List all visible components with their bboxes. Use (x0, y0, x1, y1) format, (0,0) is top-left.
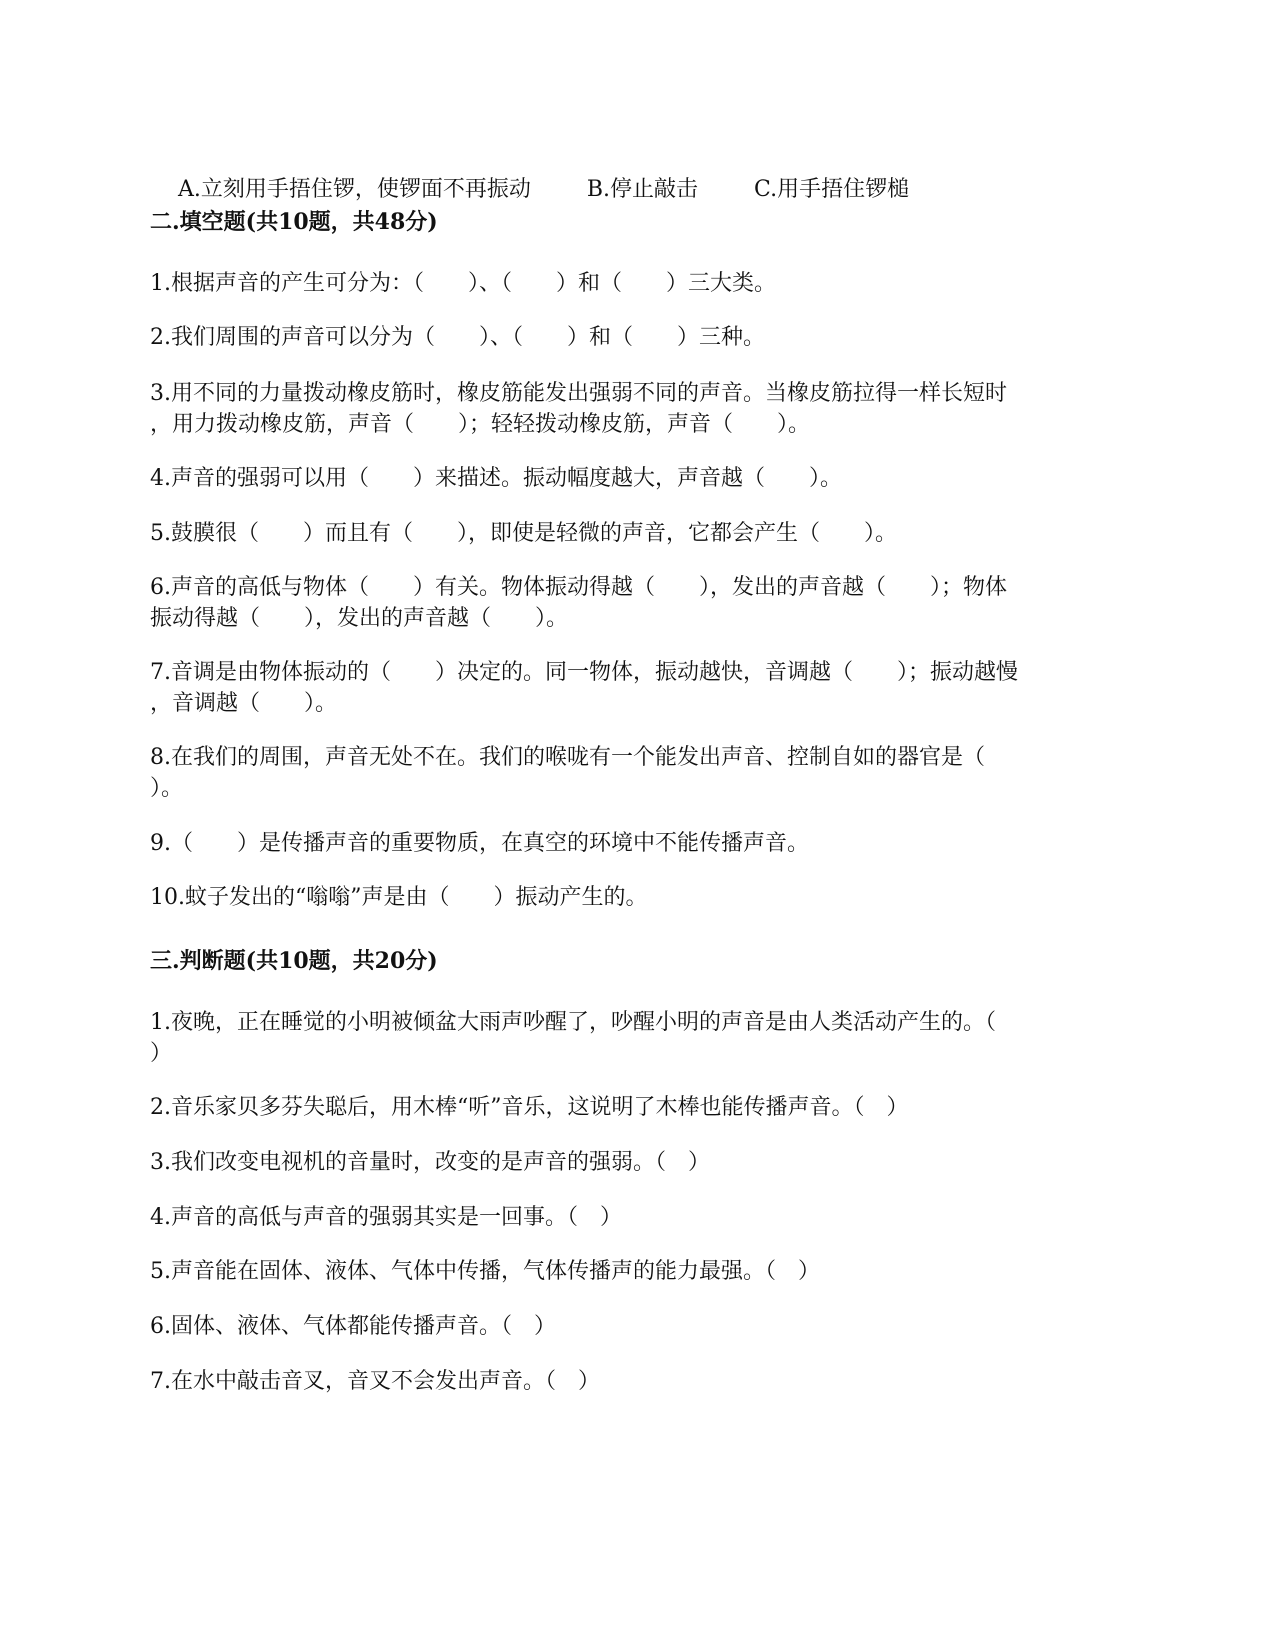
fill-question-9: 9.（ ）是传播声音的重要物质，在真空的环境中不能传播声音。 (150, 831, 809, 856)
option-a: A.立刻用手捂住锣，使锣面不再振动 (177, 177, 531, 202)
judge-question-2: 2.音乐家贝多芬失聪后，用木棒“听”音乐，这说明了木棒也能传播声音。（ ） (150, 1095, 909, 1120)
fill-question-8-line-2: ）。 (150, 776, 184, 801)
judge-question-1-line-2: ） (150, 1041, 173, 1066)
fill-question-7-line-1: 7.音调是由物体振动的（ ）决定的。同一物体，振动越快，音调越（ ）；振动越慢 (150, 660, 1018, 685)
fill-question-3-line-2: ，用力拨动橡皮筋，声音（ ）；轻轻拨动橡皮筋，声音（ ）。 (150, 412, 811, 437)
judge-question-1-line-1: 1.夜晚，正在睡觉的小明被倾盆大雨声吵醒了，吵醒小明的声音是由人类活动产生的。（ (150, 1010, 996, 1035)
fill-question-4: 4.声音的强弱可以用（ ）来描述。振动幅度越大，声音越（ ）。 (150, 466, 842, 491)
fill-question-6-line-2: 振动得越（ ），发出的声音越（ ）。 (150, 606, 569, 631)
judge-question-4: 4.声音的高低与声音的强弱其实是一回事。（ ） (150, 1205, 622, 1230)
fill-question-8-line-1: 8.在我们的周围，声音无处不在。我们的喉咙有一个能发出声音、控制自如的器官是（ (150, 745, 985, 770)
judge-question-6: 6.固体、液体、气体都能传播声音。（ ） (150, 1314, 556, 1339)
judge-question-5: 5.声音能在固体、液体、气体中传播，气体传播声的能力最强。（ ） (150, 1259, 820, 1284)
fill-question-6-line-1: 6.声音的高低与物体（ ）有关。物体振动得越（ ），发出的声音越（ ）；物体 (150, 575, 1007, 600)
judge-question-3: 3.我们改变电视机的音量时，改变的是声音的强弱。（ ） (150, 1150, 710, 1175)
fill-question-1: 1.根据声音的产生可分为：（ ）、（ ）和（ ）三大类。 (150, 271, 776, 296)
fill-question-2: 2.我们周围的声音可以分为（ ）、（ ）和（ ）三种。 (150, 325, 765, 350)
fill-question-10: 10.蚊子发出的“嗡嗡”声是由（ ）振动产生的。 (150, 885, 648, 910)
option-c: C.用手捂住锣槌 (754, 177, 910, 202)
fill-question-5: 5.鼓膜很（ ）而且有（ ），即使是轻微的声音，它都会产生（ ）。 (150, 521, 897, 546)
judge-question-7: 7.在水中敲击音叉，音叉不会发出声音。（ ） (150, 1369, 600, 1394)
section-3-heading: 三.判断题(共10题，共20分) (150, 948, 438, 974)
fill-question-7-line-2: ，音调越（ ）。 (150, 691, 338, 716)
section-2-heading: 二.填空题(共10题，共48分) (150, 209, 438, 235)
fill-question-3-line-1: 3.用不同的力量拨动橡皮筋时，橡皮筋能发出强弱不同的声音。当橡皮筋拉得一样长短时 (150, 381, 1007, 406)
option-b: B.停止敲击 (586, 177, 699, 202)
